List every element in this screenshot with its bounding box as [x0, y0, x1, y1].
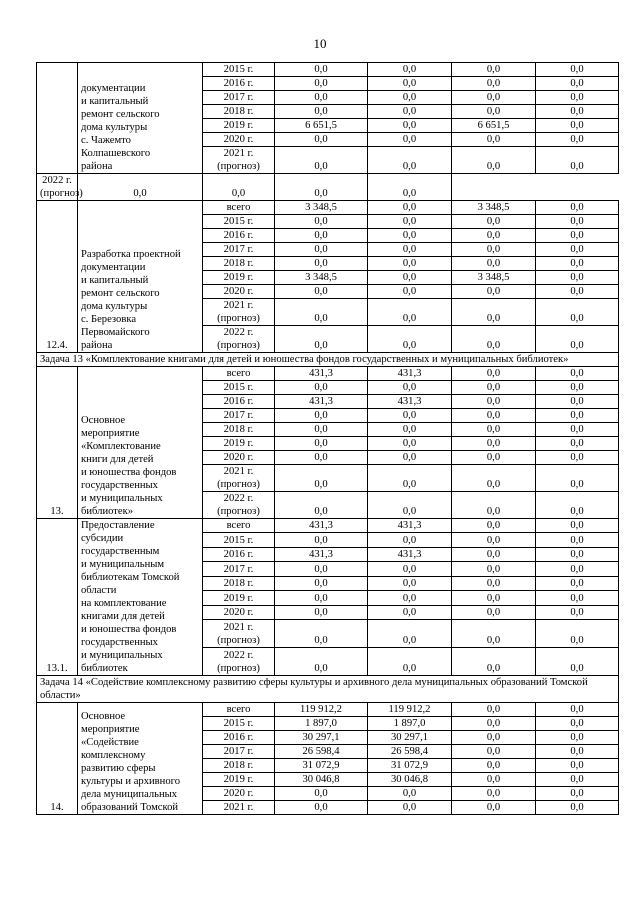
year-cell: 2015 г.: [203, 63, 275, 77]
value-cell: 0,0: [368, 465, 452, 492]
value-cell: 0,0: [368, 91, 452, 105]
value-cell: 0,0: [452, 731, 536, 745]
value-cell: 0,0: [452, 648, 536, 676]
year-cell: 2020 г.: [203, 133, 275, 147]
value-cell: 0,0: [536, 271, 619, 285]
value-cell: 0,0: [536, 381, 619, 395]
value-cell: 0,0: [368, 105, 452, 119]
value-cell: 0,0: [275, 605, 368, 619]
value-cell: 0,0: [452, 533, 536, 547]
year-cell: 2022 г. (прогноз): [203, 492, 275, 519]
value-cell: 0,0: [452, 492, 536, 519]
value-cell: 0,0: [275, 147, 368, 174]
value-cell: 0,0: [452, 437, 536, 451]
value-cell: 31 072,9: [368, 759, 452, 773]
table-row: [37, 519, 619, 533]
value-cell: 0,0: [452, 147, 536, 174]
value-cell: 0,0: [452, 215, 536, 229]
value-cell: 0,0: [368, 648, 452, 676]
value-cell: 0,0: [536, 133, 619, 147]
value-cell: 0,0: [536, 745, 619, 759]
value-cell: 0,0: [368, 591, 452, 605]
page-number: 10: [313, 36, 327, 51]
value-cell: 0,0: [275, 576, 368, 590]
value-cell: 0,0: [536, 229, 619, 243]
value-cell: 0,0: [536, 591, 619, 605]
value-cell: 0,0: [536, 703, 619, 717]
item-number: 13.: [37, 367, 78, 519]
value-cell: 0,0: [536, 326, 619, 353]
value-cell: 0,0: [452, 285, 536, 299]
value-cell: 0,0: [536, 367, 619, 381]
year-cell: 2021 г. (прогноз): [203, 147, 275, 174]
value-cell: 0,0: [536, 423, 619, 437]
value-cell: 0,0: [275, 787, 368, 801]
value-cell: 30 297,1: [275, 731, 368, 745]
value-cell: 0,0: [452, 299, 536, 326]
value-cell: 0,0: [275, 492, 368, 519]
year-cell: 2020 г.: [203, 605, 275, 619]
value-cell: 0,0: [452, 105, 536, 119]
value-cell: 0,0: [452, 576, 536, 590]
value-cell: 6 651,5: [275, 119, 368, 133]
value-cell: 0,0: [368, 801, 452, 815]
value-cell: 0,0: [536, 409, 619, 423]
value-cell: 0,0: [275, 91, 368, 105]
year-cell: 2016 г.: [203, 229, 275, 243]
value-cell: 0,0: [536, 731, 619, 745]
value-cell: 0,0: [452, 703, 536, 717]
value-cell: 0,0: [275, 409, 368, 423]
value-cell: 0,0: [368, 215, 452, 229]
table-row: [37, 201, 619, 215]
year-cell: 2017 г.: [203, 91, 275, 105]
value-cell: 0,0: [452, 759, 536, 773]
value-cell: 0,0: [275, 174, 368, 201]
value-cell: 0,0: [368, 605, 452, 619]
value-cell: 0,0: [275, 533, 368, 547]
year-cell: 2018 г.: [203, 576, 275, 590]
value-cell: 0,0: [536, 576, 619, 590]
value-cell: 0,0: [368, 271, 452, 285]
value-cell: 0,0: [368, 174, 452, 201]
item-name: документации и капитальный ремонт сельского дома культуры с. Чажемто Колпашевского района: [78, 63, 203, 174]
year-cell: 2021 г. (прогноз): [203, 620, 275, 648]
year-cell: 2021 г.: [203, 801, 275, 815]
value-cell: 431,3: [275, 367, 368, 381]
year-cell: 2019 г.: [203, 437, 275, 451]
value-cell: 0,0: [275, 299, 368, 326]
value-cell: 0,0: [452, 133, 536, 147]
value-cell: 0,0: [275, 77, 368, 91]
value-cell: 0,0: [452, 547, 536, 561]
item-name: Разработка проектной документации и капитальный ремонт сельского дома культуры с. Березовка Первомайского района: [78, 201, 203, 353]
value-cell: 0,0: [452, 257, 536, 271]
value-cell: 0,0: [275, 562, 368, 576]
value-cell: 0,0: [536, 119, 619, 133]
task-heading: Задача 14 «Содействие комплексному развитию сферы культуры и архивного дела муниципальных образований Томской области»: [37, 676, 619, 703]
value-cell: 0,0: [452, 773, 536, 787]
year-cell: 2019 г.: [203, 119, 275, 133]
value-cell: 0,0: [452, 409, 536, 423]
value-cell: 0,0: [275, 257, 368, 271]
value-cell: 0,0: [536, 91, 619, 105]
year-cell: всего: [203, 703, 275, 717]
value-cell: 0,0: [536, 648, 619, 676]
value-cell: 431,3: [368, 395, 452, 409]
value-cell: 0,0: [275, 63, 368, 77]
value-cell: 0,0: [368, 257, 452, 271]
item-name: Основное мероприятие «Содействие комплексному развитию сферы культуры и архивного дела муниципальных образований Томской: [78, 703, 203, 815]
value-cell: 0,0: [536, 773, 619, 787]
value-cell: 0,0: [536, 605, 619, 619]
value-cell: 0,0: [275, 381, 368, 395]
value-cell: 0,0: [368, 787, 452, 801]
value-cell: 0,0: [368, 562, 452, 576]
value-cell: 0,0: [452, 423, 536, 437]
value-cell: 0,0: [452, 381, 536, 395]
value-cell: 0,0: [368, 77, 452, 91]
value-cell: 0,0: [536, 201, 619, 215]
value-cell: 0,0: [536, 395, 619, 409]
value-cell: 0,0: [452, 801, 536, 815]
year-cell: 2022 г. (прогноз): [203, 326, 275, 353]
value-cell: 0,0: [275, 243, 368, 257]
year-cell: всего: [203, 367, 275, 381]
value-cell: 0,0: [536, 620, 619, 648]
year-cell: 2021 г. (прогноз): [203, 299, 275, 326]
value-cell: 0,0: [536, 801, 619, 815]
value-cell: 0,0: [536, 299, 619, 326]
year-cell: 2016 г.: [203, 547, 275, 561]
value-cell: 0,0: [368, 381, 452, 395]
value-cell: 26 598,4: [275, 745, 368, 759]
value-cell: 0,0: [536, 105, 619, 119]
value-cell: 0,0: [368, 133, 452, 147]
value-cell: 0,0: [452, 717, 536, 731]
value-cell: 0,0: [275, 105, 368, 119]
value-cell: 0,0: [275, 423, 368, 437]
item-number: 12.4.: [37, 201, 78, 353]
value-cell: 0,0: [368, 492, 452, 519]
value-cell: 0,0: [536, 285, 619, 299]
value-cell: 0,0: [368, 119, 452, 133]
value-cell: 0,0: [536, 465, 619, 492]
year-cell: 2019 г.: [203, 591, 275, 605]
year-cell: 2020 г.: [203, 451, 275, 465]
year-cell: 2015 г.: [203, 717, 275, 731]
value-cell: 0,0: [452, 605, 536, 619]
value-cell: 0,0: [536, 759, 619, 773]
value-cell: 0,0: [368, 423, 452, 437]
value-cell: 0,0: [536, 147, 619, 174]
value-cell: 0,0: [275, 285, 368, 299]
value-cell: 0,0: [536, 787, 619, 801]
year-cell: 2021 г. (прогноз): [203, 465, 275, 492]
value-cell: 0,0: [536, 77, 619, 91]
value-cell: 0,0: [536, 547, 619, 561]
value-cell: 3 348,5: [452, 201, 536, 215]
value-cell: 0,0: [275, 465, 368, 492]
value-cell: 0,0: [452, 77, 536, 91]
year-cell: 2016 г.: [203, 395, 275, 409]
value-cell: 0,0: [275, 648, 368, 676]
year-cell: 2017 г.: [203, 243, 275, 257]
value-cell: 3 348,5: [275, 201, 368, 215]
item-number: 14.: [37, 703, 78, 815]
value-cell: 0,0: [368, 620, 452, 648]
value-cell: 0,0: [452, 91, 536, 105]
year-cell: 2018 г.: [203, 759, 275, 773]
value-cell: 431,3: [368, 547, 452, 561]
year-cell: 2018 г.: [203, 257, 275, 271]
value-cell: 0,0: [368, 326, 452, 353]
value-cell: 0,0: [452, 367, 536, 381]
value-cell: 31 072,9: [275, 759, 368, 773]
value-cell: 0,0: [536, 437, 619, 451]
task-heading: Задача 13 «Комплектование книгами для детей и юношества фондов государственных и муниципальных библиотек»: [37, 353, 619, 367]
value-cell: 0,0: [78, 174, 203, 201]
value-cell: 0,0: [452, 229, 536, 243]
year-cell: 2017 г.: [203, 562, 275, 576]
value-cell: 0,0: [368, 229, 452, 243]
value-cell: 0,0: [203, 174, 275, 201]
value-cell: 30 297,1: [368, 731, 452, 745]
item-number: [37, 63, 78, 174]
year-cell: 2022 г. (прогноз): [203, 648, 275, 676]
year-cell: 2015 г.: [203, 381, 275, 395]
value-cell: 0,0: [452, 243, 536, 257]
value-cell: 431,3: [368, 367, 452, 381]
value-cell: 0,0: [275, 133, 368, 147]
value-cell: 0,0: [368, 285, 452, 299]
item-number: 13.1.: [37, 519, 78, 676]
value-cell: 0,0: [452, 620, 536, 648]
table-row: [37, 703, 619, 717]
value-cell: 0,0: [275, 215, 368, 229]
value-cell: 1 897,0: [368, 717, 452, 731]
value-cell: 0,0: [452, 395, 536, 409]
year-cell: всего: [203, 201, 275, 215]
value-cell: 431,3: [275, 547, 368, 561]
value-cell: 26 598,4: [368, 745, 452, 759]
item-name: Предоставление субсидии государственным и муниципальным библиотекам Томской области на комплектование книгами для детей и юношества фондов государственных и муниципальных библиотек: [78, 519, 203, 676]
value-cell: 0,0: [368, 533, 452, 547]
item-name: Основное мероприятие «Комплектование книги для детей и юношества фондов государственных и муниципальных библиотек»: [78, 367, 203, 519]
value-cell: 0,0: [275, 801, 368, 815]
value-cell: 0,0: [368, 576, 452, 590]
value-cell: 431,3: [368, 519, 452, 533]
value-cell: 0,0: [452, 519, 536, 533]
value-cell: 0,0: [452, 591, 536, 605]
table-row: [37, 63, 619, 77]
table-row: [37, 367, 619, 381]
value-cell: 0,0: [452, 465, 536, 492]
value-cell: 0,0: [536, 451, 619, 465]
value-cell: 30 046,8: [275, 773, 368, 787]
year-cell: 2019 г.: [203, 271, 275, 285]
task-row: [37, 353, 619, 367]
value-cell: 0,0: [275, 451, 368, 465]
value-cell: 0,0: [536, 257, 619, 271]
task-row: [37, 676, 619, 703]
value-cell: 0,0: [368, 409, 452, 423]
year-cell: 2020 г.: [203, 787, 275, 801]
value-cell: 3 348,5: [275, 271, 368, 285]
year-cell: 2017 г.: [203, 745, 275, 759]
value-cell: 0,0: [452, 562, 536, 576]
value-cell: 1 897,0: [275, 717, 368, 731]
value-cell: 0,0: [275, 591, 368, 605]
year-cell: 2015 г.: [203, 215, 275, 229]
year-cell: 2015 г.: [203, 533, 275, 547]
value-cell: 0,0: [275, 437, 368, 451]
year-cell: 2018 г.: [203, 423, 275, 437]
value-cell: 0,0: [368, 243, 452, 257]
value-cell: 30 046,8: [368, 773, 452, 787]
budget-table: [36, 62, 619, 815]
value-cell: 0,0: [536, 63, 619, 77]
value-cell: 0,0: [536, 243, 619, 257]
table-row: [37, 174, 619, 201]
value-cell: 0,0: [368, 299, 452, 326]
value-cell: 0,0: [536, 492, 619, 519]
year-cell: 2022 г. (прогноз): [37, 174, 78, 201]
value-cell: 0,0: [452, 63, 536, 77]
value-cell: 0,0: [536, 717, 619, 731]
value-cell: 431,3: [275, 395, 368, 409]
value-cell: 0,0: [536, 519, 619, 533]
value-cell: 431,3: [275, 519, 368, 533]
value-cell: 0,0: [536, 215, 619, 229]
value-cell: 0,0: [452, 326, 536, 353]
year-cell: 2016 г.: [203, 77, 275, 91]
value-cell: 0,0: [275, 326, 368, 353]
year-cell: всего: [203, 519, 275, 533]
year-cell: 2017 г.: [203, 409, 275, 423]
year-cell: 2016 г.: [203, 731, 275, 745]
value-cell: 0,0: [536, 533, 619, 547]
value-cell: 0,0: [275, 229, 368, 243]
year-cell: 2020 г.: [203, 285, 275, 299]
year-cell: 2019 г.: [203, 773, 275, 787]
year-cell: 2018 г.: [203, 105, 275, 119]
value-cell: 0,0: [536, 562, 619, 576]
value-cell: 119 912,2: [368, 703, 452, 717]
value-cell: 0,0: [452, 745, 536, 759]
value-cell: 0,0: [368, 437, 452, 451]
value-cell: 0,0: [368, 201, 452, 215]
value-cell: 0,0: [368, 147, 452, 174]
value-cell: 119 912,2: [275, 703, 368, 717]
value-cell: 0,0: [452, 451, 536, 465]
value-cell: 0,0: [368, 63, 452, 77]
value-cell: 0,0: [452, 787, 536, 801]
value-cell: 3 348,5: [452, 271, 536, 285]
value-cell: 6 651,5: [452, 119, 536, 133]
value-cell: 0,0: [275, 620, 368, 648]
value-cell: 0,0: [368, 451, 452, 465]
